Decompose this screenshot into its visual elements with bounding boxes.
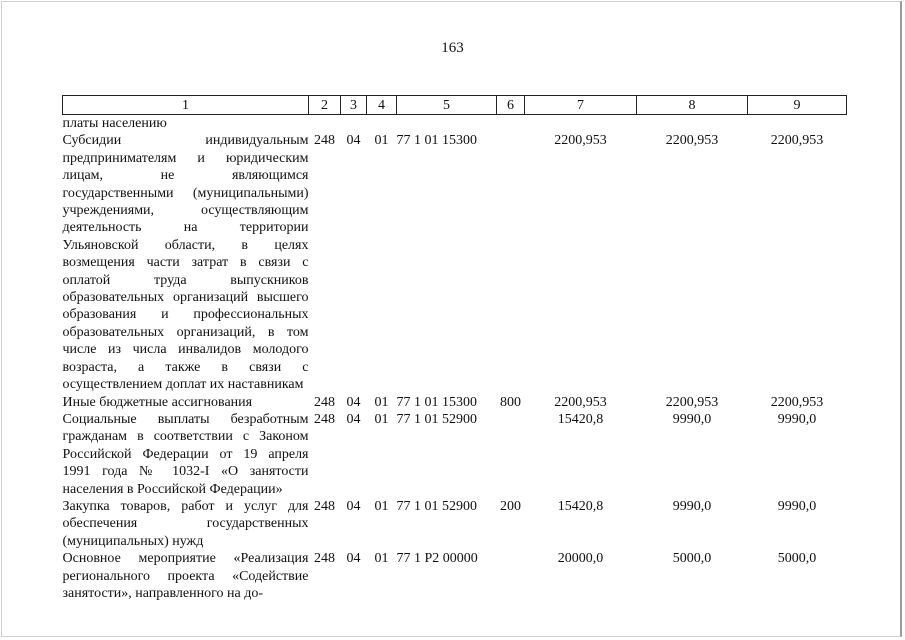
- cell-code-6: [497, 115, 525, 133]
- cell-code-2: 248: [314, 133, 335, 149]
- cell-code-3: [341, 115, 367, 133]
- cell-code-4: 01: [374, 133, 389, 149]
- cell-amount-8: 9990,0: [672, 498, 712, 514]
- budget-table: [62, 95, 847, 602]
- column-header: 7: [525, 96, 637, 115]
- table-row: [63, 132, 847, 393]
- table-row: [63, 498, 847, 550]
- cell-code-5: 77 1 01 52900: [396, 498, 477, 514]
- column-header: 2: [309, 96, 341, 115]
- cell-amount-9: 2200,953: [770, 133, 824, 149]
- row-name: Социальные выплаты безработным гражданам в соответствии с Законом Российской Федерации от 19 апреля 1991 года № 1032-I «О занятости населения в Российской Федерации»: [62, 411, 309, 497]
- table-row: [63, 394, 847, 411]
- column-header: 3: [341, 96, 367, 115]
- row-name: Закупка товаров, работ и услуг для обеспечения государственных (муниципальных) нужд: [62, 498, 309, 549]
- cell-code-2: [309, 115, 341, 133]
- cell-code-3: 04: [346, 411, 361, 427]
- table-row: [63, 115, 847, 133]
- cell-amount-9: 5000,0: [777, 551, 817, 567]
- row-name: Основное мероприятие «Реализация регионального проекта «Содействие занятости», направленного на до-: [62, 551, 309, 601]
- cell-amount-9: 9990,0: [777, 411, 817, 427]
- cell-code-5: 77 1 01 15300: [396, 133, 477, 149]
- cell-code-5: [397, 115, 497, 133]
- cell-code-6: 800: [500, 394, 521, 410]
- column-header: 8: [637, 96, 748, 115]
- cell-code-6: [497, 411, 525, 498]
- row-name: Иные бюджетные ассигнования: [62, 394, 253, 410]
- row-name: платы населению: [62, 116, 167, 131]
- cell-amount-8: [637, 115, 748, 133]
- cell-code-3: 04: [346, 133, 361, 149]
- cell-code-6: [497, 132, 525, 393]
- row-name: Субсидии индивидуальным предпринимателям и юридическим лицам, не являющимся государственными (муниципальными) учреждениями, осуществляющим деятельность на территории Ульяновской области, в целях возмещения части затрат в связи с оплатой труда выпускников образовательных организаций высшего образования и профессиональных образовательных организаций, в том числе из числа инвалидов молодого возраста, а также в связи с осуществлением доплат их наставникам: [62, 133, 309, 393]
- cell-code-3: 04: [346, 551, 361, 567]
- cell-code-2: 248: [314, 498, 335, 514]
- cell-amount-7: 2200,953: [554, 133, 607, 149]
- header-row: [63, 96, 847, 115]
- cell-code-6: 200: [500, 498, 521, 514]
- cell-amount-9: 2200,953: [770, 394, 824, 410]
- cell-amount-8: 2200,953: [665, 133, 719, 149]
- cell-code-3: 04: [346, 394, 361, 410]
- cell-code-6: [497, 550, 525, 602]
- cell-code-4: 01: [374, 394, 389, 410]
- page-number: 163: [441, 40, 464, 56]
- cell-code-5: 77 1 01 15300: [396, 394, 477, 410]
- column-header: 9: [748, 96, 847, 115]
- column-header: 5: [397, 96, 497, 115]
- column-header: 6: [497, 96, 525, 115]
- cell-amount-8: 2200,953: [665, 394, 719, 410]
- cell-amount-7: [525, 115, 637, 133]
- cell-code-2: 248: [314, 411, 335, 427]
- cell-amount-8: 9990,0: [672, 411, 712, 427]
- table-row: [63, 411, 847, 498]
- cell-amount-8: 5000,0: [672, 551, 712, 567]
- cell-code-5: 77 1 P2 00000: [396, 551, 478, 567]
- cell-code-4: 01: [374, 411, 389, 427]
- column-header: 1: [63, 96, 309, 115]
- cell-code-4: 01: [374, 498, 389, 514]
- cell-amount-7: 2200,953: [554, 394, 607, 410]
- cell-code-2: 248: [314, 551, 335, 567]
- cell-amount-7: 15420,8: [557, 411, 604, 427]
- table-row: [63, 550, 847, 602]
- column-header: 4: [367, 96, 397, 115]
- cell-amount-7: 20000,0: [557, 551, 604, 567]
- cell-code-5: 77 1 01 52900: [396, 411, 477, 427]
- cell-code-2: 248: [314, 394, 335, 410]
- cell-code-4: [367, 115, 397, 133]
- cell-code-3: 04: [346, 498, 361, 514]
- cell-amount-9: [748, 115, 847, 133]
- cell-amount-7: 15420,8: [557, 498, 604, 514]
- cell-code-4: 01: [374, 551, 389, 567]
- cell-amount-9: 9990,0: [777, 498, 817, 514]
